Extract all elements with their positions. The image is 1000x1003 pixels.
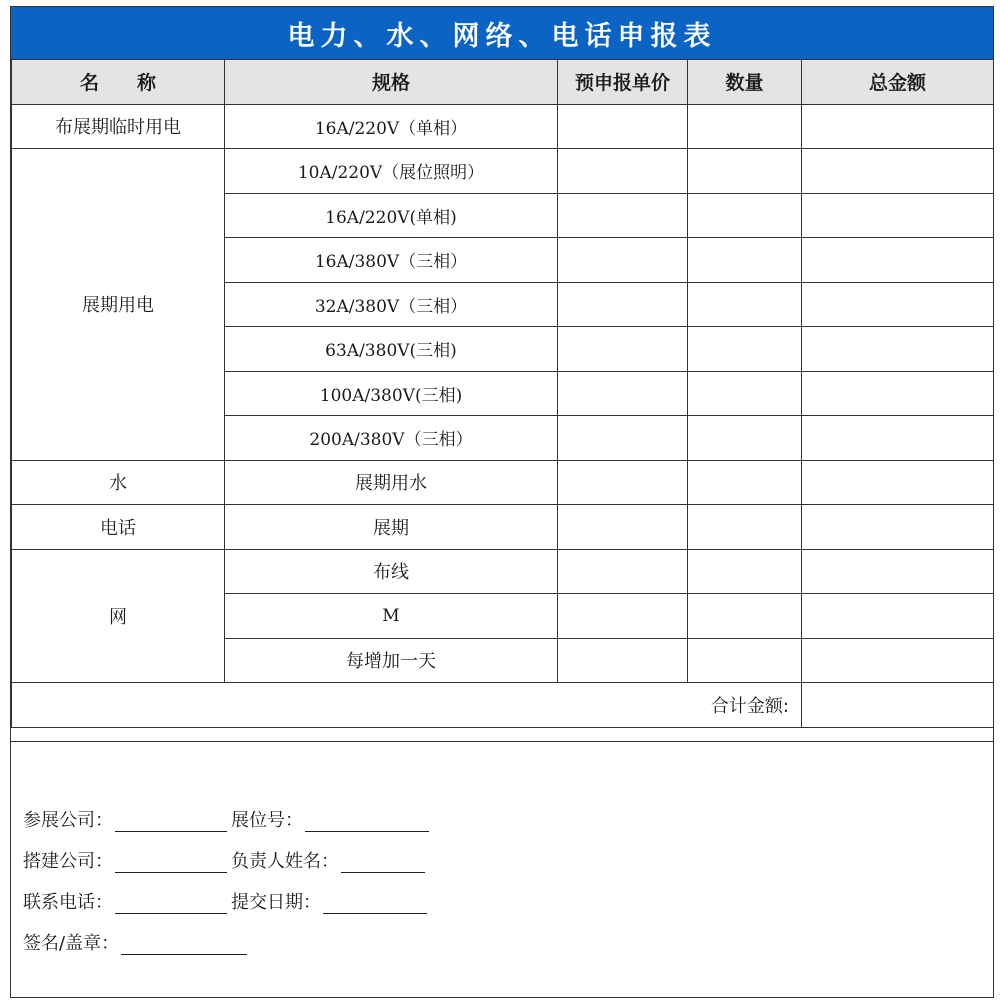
- form-frame: [10, 6, 994, 998]
- item-spec: 展期用水: [225, 460, 558, 505]
- total-cell[interactable]: [802, 371, 994, 416]
- qty-cell[interactable]: [688, 594, 802, 639]
- price-cell[interactable]: [558, 238, 688, 283]
- booth-label: 展位号：: [231, 810, 303, 831]
- item-name: 水: [12, 460, 225, 505]
- total-cell[interactable]: [802, 327, 994, 372]
- item-spec: 16A/380V（三相）: [225, 238, 558, 283]
- item-spec: 每增加一天: [225, 638, 558, 683]
- item-spec: 63A/380V(三相): [225, 327, 558, 372]
- price-cell[interactable]: [558, 549, 688, 594]
- total-cell[interactable]: [802, 238, 994, 283]
- qty-cell[interactable]: [688, 549, 802, 594]
- contact-label: 联系电话：: [23, 892, 113, 913]
- total-cell[interactable]: [802, 549, 994, 594]
- total-cell[interactable]: [802, 193, 994, 238]
- header-qty: 数量: [688, 60, 802, 105]
- item-spec: 布线: [225, 549, 558, 594]
- signature-section: [11, 741, 993, 998]
- qty-cell[interactable]: [688, 327, 802, 372]
- table-row: [12, 549, 994, 594]
- header-row: [12, 60, 994, 105]
- date-label: 提交日期：: [231, 892, 321, 913]
- table-row: [12, 104, 994, 149]
- item-spec: 16A/220V（单相）: [225, 104, 558, 149]
- item-name: 电话: [12, 505, 225, 550]
- qty-cell[interactable]: [688, 505, 802, 550]
- item-spec: 展期: [225, 505, 558, 550]
- price-cell[interactable]: [558, 371, 688, 416]
- total-cell[interactable]: [802, 594, 994, 639]
- price-cell[interactable]: [558, 104, 688, 149]
- item-spec: 200A/380V（三相）: [225, 416, 558, 461]
- total-cell[interactable]: [802, 416, 994, 461]
- price-cell[interactable]: [558, 327, 688, 372]
- builder-input[interactable]: [115, 852, 227, 873]
- price-cell[interactable]: [558, 638, 688, 683]
- date-input[interactable]: [323, 893, 427, 914]
- header-name: 名 称: [12, 60, 225, 105]
- price-cell[interactable]: [558, 594, 688, 639]
- declaration-table: [11, 59, 994, 728]
- qty-cell[interactable]: [688, 104, 802, 149]
- builder-manager-row: [23, 847, 429, 873]
- item-spec: 32A/380V（三相）: [225, 282, 558, 327]
- contact-date-row: [23, 888, 431, 914]
- qty-cell[interactable]: [688, 460, 802, 505]
- qty-cell[interactable]: [688, 193, 802, 238]
- sum-row: [12, 683, 994, 728]
- price-cell[interactable]: [558, 460, 688, 505]
- company-booth-row: [23, 806, 433, 832]
- total-cell[interactable]: [802, 149, 994, 194]
- manager-input[interactable]: [341, 852, 425, 873]
- item-name: 布展期临时用电: [12, 104, 225, 149]
- item-spec: M: [225, 594, 558, 639]
- qty-cell[interactable]: [688, 371, 802, 416]
- company-input[interactable]: [115, 811, 227, 832]
- total-cell[interactable]: [802, 505, 994, 550]
- item-name: 展期用电: [12, 149, 225, 461]
- company-label: 参展公司：: [23, 810, 113, 831]
- sign-input[interactable]: [121, 934, 247, 955]
- table-row: [12, 149, 994, 194]
- item-spec: 16A/220V(单相): [225, 193, 558, 238]
- booth-input[interactable]: [305, 811, 429, 832]
- price-cell[interactable]: [558, 282, 688, 327]
- sum-value-cell[interactable]: [802, 683, 994, 728]
- table-row: [12, 460, 994, 505]
- price-cell[interactable]: [558, 149, 688, 194]
- header-total: 总金额: [802, 60, 994, 105]
- qty-cell[interactable]: [688, 638, 802, 683]
- contact-input[interactable]: [115, 893, 227, 914]
- total-cell[interactable]: [802, 460, 994, 505]
- qty-cell[interactable]: [688, 282, 802, 327]
- manager-label: 负责人姓名：: [231, 851, 339, 872]
- sign-row: [23, 929, 251, 955]
- total-cell[interactable]: [802, 104, 994, 149]
- table-row: [12, 505, 994, 550]
- qty-cell[interactable]: [688, 238, 802, 283]
- form-title: 电力、水、网络、电话申报表: [11, 7, 993, 59]
- total-cell[interactable]: [802, 638, 994, 683]
- price-cell[interactable]: [558, 505, 688, 550]
- price-cell[interactable]: [558, 193, 688, 238]
- header-price: 预申报单价: [558, 60, 688, 105]
- qty-cell[interactable]: [688, 416, 802, 461]
- item-spec: 100A/380V(三相): [225, 371, 558, 416]
- qty-cell[interactable]: [688, 149, 802, 194]
- sum-label: 合计金额:: [12, 683, 802, 728]
- item-spec: 10A/220V（展位照明）: [225, 149, 558, 194]
- price-cell[interactable]: [558, 416, 688, 461]
- sign-label: 签名/盖章：: [23, 933, 120, 954]
- header-spec: 规格: [225, 60, 558, 105]
- total-cell[interactable]: [802, 282, 994, 327]
- item-name: 网: [12, 549, 225, 683]
- builder-label: 搭建公司：: [23, 851, 113, 872]
